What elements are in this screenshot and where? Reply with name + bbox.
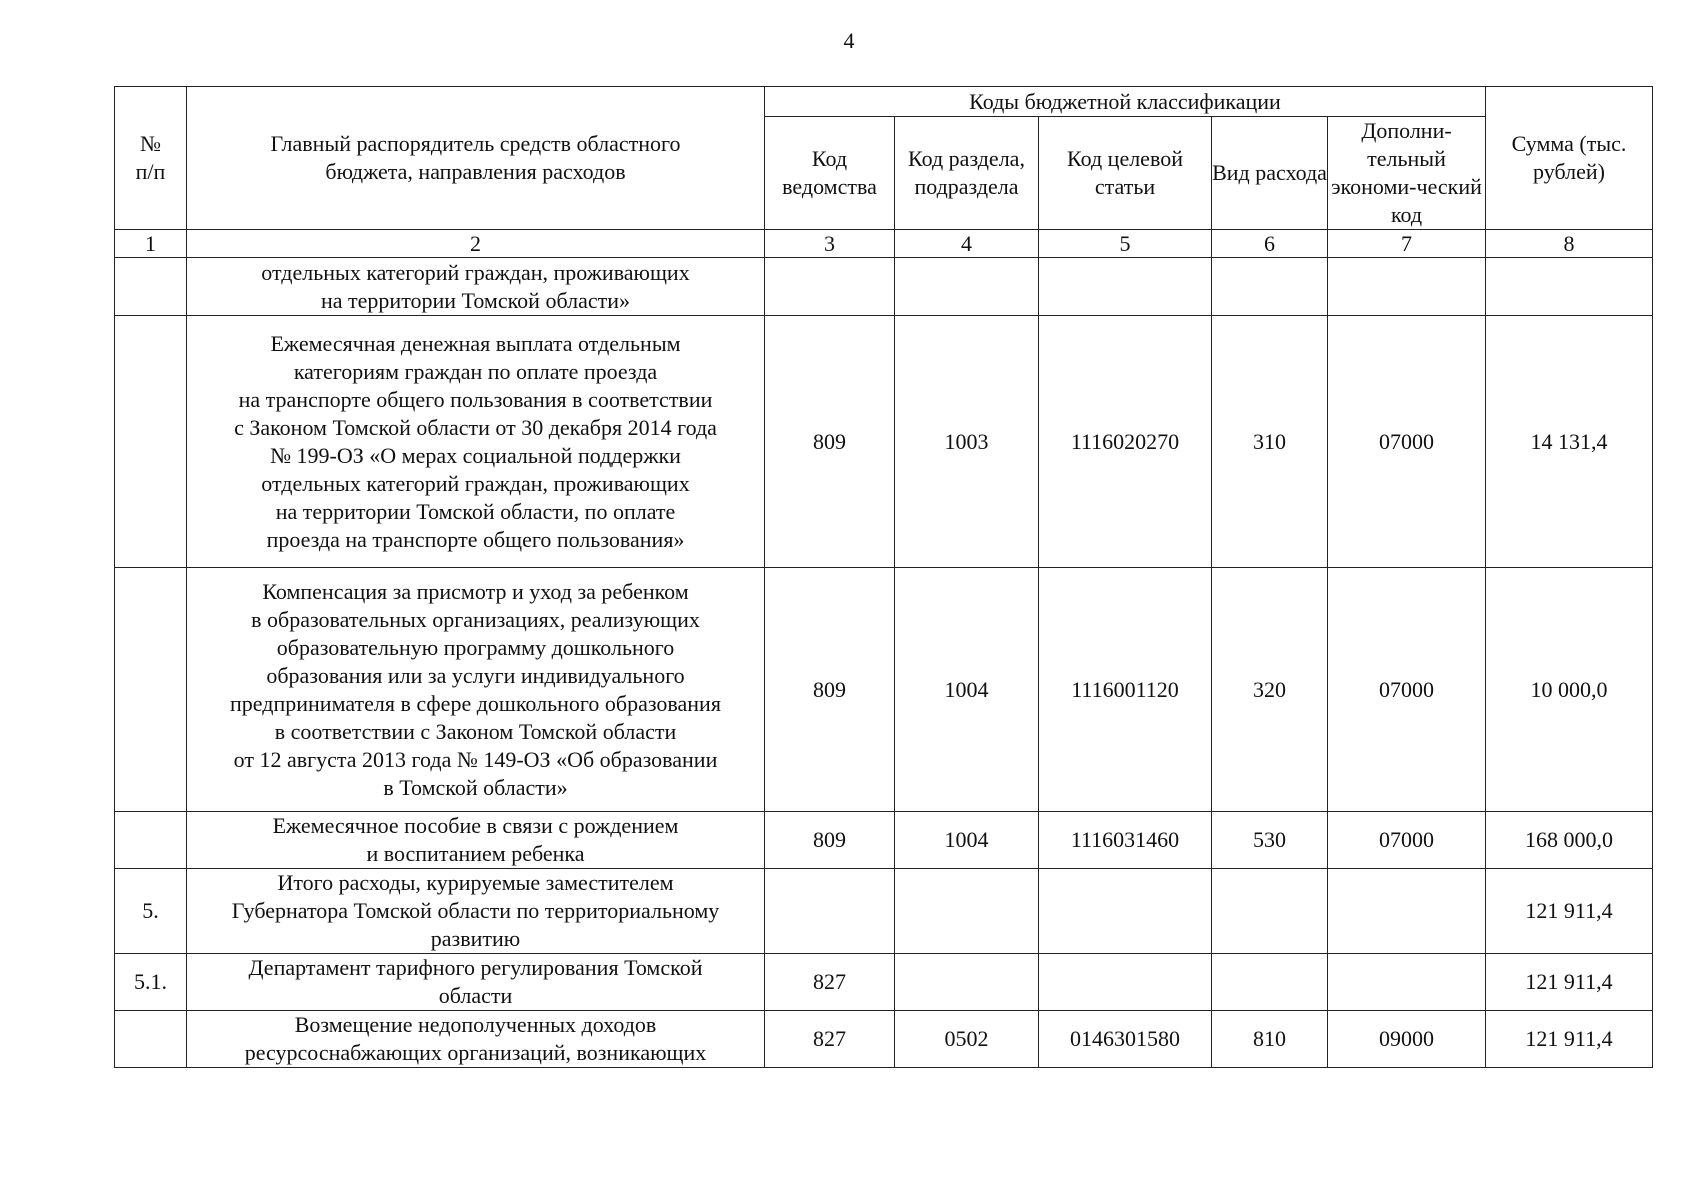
cell-kind	[1212, 258, 1328, 316]
cell-dept	[765, 258, 895, 316]
cell-econ: 07000	[1328, 812, 1486, 869]
cell-dept: 827	[765, 954, 895, 1011]
column-number: 7	[1328, 230, 1486, 258]
column-number-row	[115, 230, 1653, 258]
cell-dept: 827	[765, 1011, 895, 1068]
cell-section: 1004	[895, 568, 1039, 812]
cell-no: 5.	[115, 869, 187, 954]
cell-name: Возмещение недополученных доходов ресурсоснабжающих организаций, возникающих	[187, 1011, 765, 1068]
cell-name: Компенсация за присмотр и уход за ребенком в образовательных организациях, реализующих образовательную программу дошкольного образования или за услуги индивидуального предпринимателя в сфере дошкольного образования в соответствии с Законом Томской области от 12 августа 2013 года № 149-ОЗ «Об образовании в Томской области»	[187, 568, 765, 812]
cell-no	[115, 568, 187, 812]
cell-kind: 530	[1212, 812, 1328, 869]
cell-dept: 809	[765, 812, 895, 869]
table-row	[115, 1011, 1653, 1068]
cell-target: 0146301580	[1039, 1011, 1212, 1068]
cell-target: 1116031460	[1039, 812, 1212, 869]
cell-target: 1116001120	[1039, 568, 1212, 812]
page-number: 4	[843, 28, 855, 53]
cell-target	[1039, 869, 1212, 954]
header-col-name: Главный распорядитель средств областного бюджета, направления расходов	[187, 87, 765, 230]
cell-sum: 168 000,0	[1486, 812, 1653, 869]
cell-no	[115, 316, 187, 568]
table-row	[115, 812, 1653, 869]
cell-sum: 14 131,4	[1486, 316, 1653, 568]
cell-econ	[1328, 954, 1486, 1011]
cell-dept	[765, 869, 895, 954]
cell-sum: 10 000,0	[1486, 568, 1653, 812]
cell-no	[115, 1011, 187, 1068]
cell-dept: 809	[765, 568, 895, 812]
table-row	[115, 954, 1653, 1011]
cell-name: Ежемесячная денежная выплата отдельным категориям граждан по оплате проезда на транспорте общего пользования в соответствии с Законом Томской области от 30 декабря 2014 года № 199-ОЗ «О мерах социальной поддержки отдельных категорий граждан, проживающих на территории Томской области, по оплате проезда на транспорте общего пользования»	[187, 316, 765, 568]
cell-name: отдельных категорий граждан, проживающих на территории Томской области»	[187, 258, 765, 316]
column-number: 5	[1039, 230, 1212, 258]
cell-section	[895, 869, 1039, 954]
cell-no	[115, 812, 187, 869]
cell-kind	[1212, 954, 1328, 1011]
cell-name: Департамент тарифного регулирования Томской области	[187, 954, 765, 1011]
header-col-sum: Сумма (тыс. рублей)	[1486, 87, 1653, 230]
cell-sum: 121 911,4	[1486, 869, 1653, 954]
budget-table	[114, 86, 1653, 1068]
column-number: 1	[115, 230, 187, 258]
cell-econ: 07000	[1328, 316, 1486, 568]
cell-kind: 320	[1212, 568, 1328, 812]
header-col-kind: Вид расхода	[1212, 117, 1328, 230]
cell-econ: 07000	[1328, 568, 1486, 812]
cell-econ	[1328, 869, 1486, 954]
cell-kind: 310	[1212, 316, 1328, 568]
cell-no	[115, 258, 187, 316]
table-row	[115, 258, 1653, 316]
column-number: 6	[1212, 230, 1328, 258]
cell-econ	[1328, 258, 1486, 316]
cell-dept: 809	[765, 316, 895, 568]
cell-name: Итого расходы, курируемые заместителем Губернатора Томской области по территориальному развитию	[187, 869, 765, 954]
header-col-no: № п/п	[115, 87, 187, 230]
cell-section: 1003	[895, 316, 1039, 568]
column-number: 8	[1486, 230, 1653, 258]
column-number: 4	[895, 230, 1039, 258]
cell-target: 1116020270	[1039, 316, 1212, 568]
cell-section: 0502	[895, 1011, 1039, 1068]
cell-target	[1039, 258, 1212, 316]
column-number: 2	[187, 230, 765, 258]
cell-sum: 121 911,4	[1486, 954, 1653, 1011]
cell-target	[1039, 954, 1212, 1011]
table-row	[115, 568, 1653, 812]
cell-section: 1004	[895, 812, 1039, 869]
header-group-codes: Коды бюджетной классификации	[765, 87, 1486, 117]
header-col-econ: Дополни-тельный экономи-ческий код	[1328, 117, 1486, 230]
cell-section	[895, 954, 1039, 1011]
cell-kind: 810	[1212, 1011, 1328, 1068]
header-col-dept: Код ведомства	[765, 117, 895, 230]
header-row-1	[115, 87, 1653, 117]
table-row	[115, 316, 1653, 568]
cell-name: Ежемесячное пособие в связи с рождением и воспитанием ребенка	[187, 812, 765, 869]
cell-kind	[1212, 869, 1328, 954]
header-col-target: Код целевой статьи	[1039, 117, 1212, 230]
cell-sum	[1486, 258, 1653, 316]
cell-no: 5.1.	[115, 954, 187, 1011]
cell-section	[895, 258, 1039, 316]
cell-econ: 09000	[1328, 1011, 1486, 1068]
column-number: 3	[765, 230, 895, 258]
header-col-section: Код раздела, подраздела	[895, 117, 1039, 230]
table-row	[115, 869, 1653, 954]
cell-sum: 121 911,4	[1486, 1011, 1653, 1068]
